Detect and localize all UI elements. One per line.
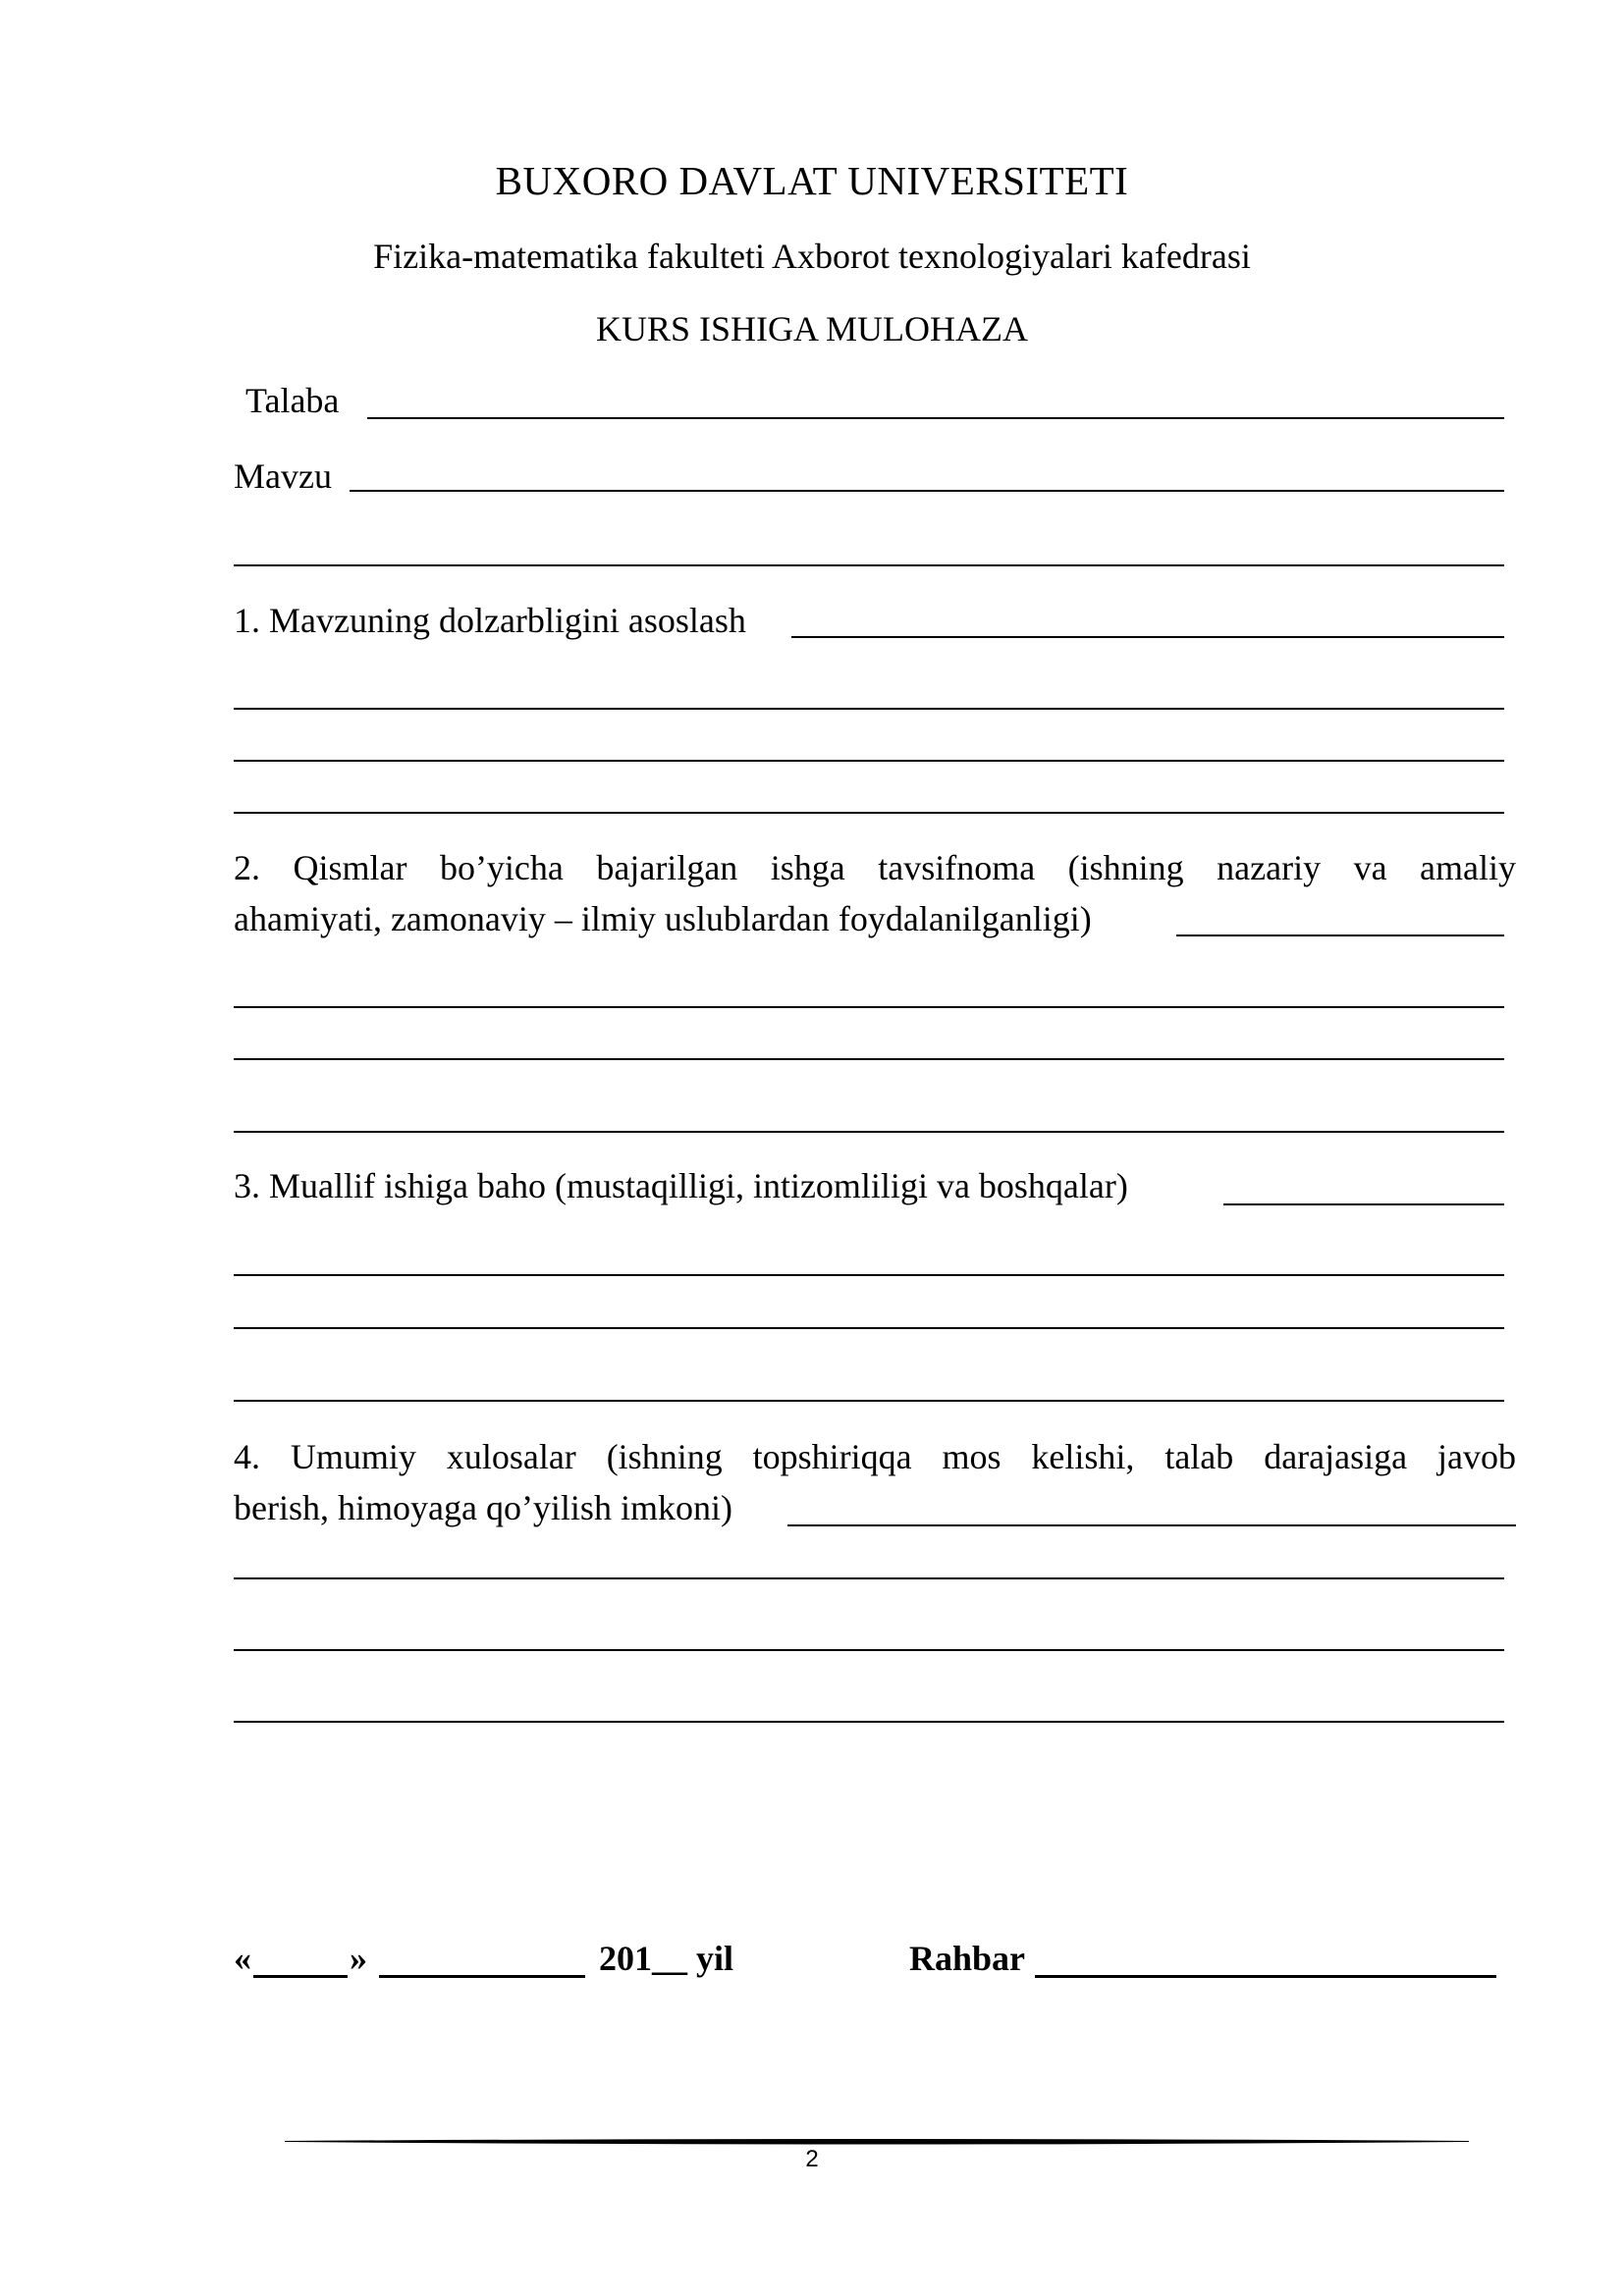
section-2-label-line-2: ahamiyati, zamonaviy – ilmiy uslublardan foydalanilganligi) <box>234 899 1092 938</box>
section-3-line-inline[interactable] <box>1223 1203 1504 1205</box>
section-1-line[interactable] <box>234 760 1504 762</box>
section-3-line[interactable] <box>234 1327 1504 1329</box>
section-3-line[interactable] <box>234 1400 1504 1402</box>
section-1-line-inline[interactable] <box>791 636 1504 638</box>
university-title: BUXORO DAVLAT UNIVERSITETI <box>495 158 1129 203</box>
student-label: Talaba <box>245 381 340 420</box>
section-1-line[interactable] <box>234 812 1504 814</box>
page-number: 2 <box>805 2146 819 2172</box>
section-4-line[interactable] <box>234 1649 1504 1651</box>
date-close-quote: » <box>350 1939 367 1978</box>
section-2-line[interactable] <box>234 1131 1504 1133</box>
section-2-line-inline[interactable] <box>1176 934 1504 936</box>
department-subtitle: Fizika-matematika fakulteti Axborot texnologiyalari kafedrasi <box>373 237 1251 276</box>
topic-field-line-2[interactable] <box>234 564 1504 566</box>
section-1-label: 1. Mavzuning dolzarbligini asoslash <box>234 601 746 640</box>
section-4-line[interactable] <box>234 1721 1504 1723</box>
form-heading: KURS ISHIGA MULOHAZA <box>595 309 1028 348</box>
section-4-line-inline[interactable] <box>787 1524 1516 1526</box>
section-3-label: 3. Muallif ishiga baho (mustaqilligi, intizomliligi va boshqalar) <box>234 1166 1128 1205</box>
supervisor-signature-line[interactable] <box>1035 1975 1496 1978</box>
section-4-label-line-2: berish, himoyaga qo’yilish imkoni) <box>234 1488 732 1527</box>
topic-label: Mavzu <box>234 456 332 496</box>
section-4-label-line-1: 4. Umumiy xulosalar (ishning topshiriqqa mos kelishi, talab darajasiga javob <box>234 1437 1516 1476</box>
topic-field-line[interactable] <box>350 490 1504 492</box>
supervisor-label: Rahbar <box>909 1939 1026 1978</box>
date-year-text: 201__ yil <box>599 1939 734 1978</box>
section-4-line[interactable] <box>234 1577 1504 1579</box>
section-2-line[interactable] <box>234 1006 1504 1008</box>
date-month-line[interactable] <box>379 1975 585 1978</box>
section-1-line[interactable] <box>234 708 1504 710</box>
student-field-line[interactable] <box>367 417 1504 419</box>
date-day-line[interactable] <box>253 1975 348 1978</box>
section-3-line[interactable] <box>234 1274 1504 1276</box>
section-2-line[interactable] <box>234 1058 1504 1060</box>
date-open-quote: « <box>234 1939 251 1978</box>
section-2-label-line-1: 2. Qismlar bo’yicha bajarilgan ishga tavsifnoma (ishning nazariy va amaliy <box>234 848 1516 887</box>
